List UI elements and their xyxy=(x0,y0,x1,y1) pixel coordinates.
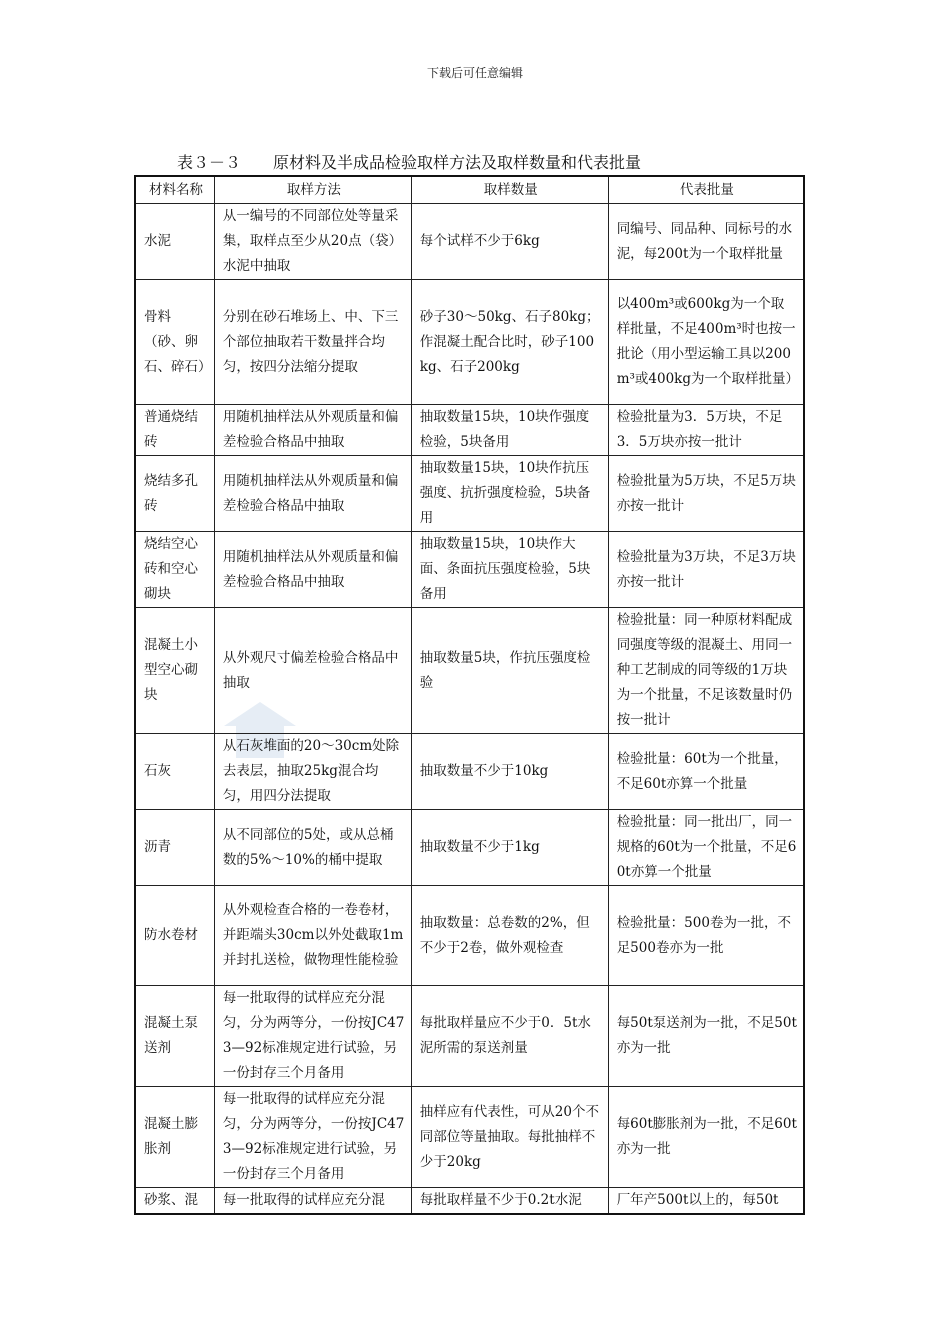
cell-batch: 检验批量：同一种原材料配成同强度等级的混凝土、用同一种工艺制成的同等级的1万块为一个批量，不足该数量时仍按一批计 xyxy=(608,608,804,734)
cell-name: 骨料（砂、卵石、碎石） xyxy=(135,280,214,405)
cell-batch: 检验批量：同一批出厂，同一规格的60t为一个批量，不足60t亦算一个批量 xyxy=(608,810,804,886)
table-row xyxy=(135,405,804,456)
cell-method: 用随机抽样法从外观质量和偏差检验合格品中抽取 xyxy=(214,532,411,608)
cell-quantity: 抽取数量5块，作抗压强度检验 xyxy=(411,608,608,734)
cell-name: 防水卷材 xyxy=(135,886,214,986)
cell-name: 普通烧结砖 xyxy=(135,405,214,456)
cell-batch: 每60t膨胀剂为一批，不足60t亦为一批 xyxy=(608,1087,804,1188)
col-header-name: 材料名称 xyxy=(135,176,214,204)
cell-method: 每一批取得的试样应充分混匀，分为两等分，一份按JC473—92标准规定进行试验，另一份封存三个月备用 xyxy=(214,1087,411,1188)
table-row xyxy=(135,608,804,734)
cell-batch: 检验批量为3万块，不足3万块亦按一批计 xyxy=(608,532,804,608)
cell-name: 烧结空心砖和空心砌块 xyxy=(135,532,214,608)
cell-method: 每一批取得的试样应充分混匀，分为两等分，一份按JC473—92标准规定进行试验，另一份封存三个月备用 xyxy=(214,986,411,1087)
cell-name: 沥青 xyxy=(135,810,214,886)
cell-quantity: 每批取样量应不少于0．5t水泥所需的泵送剂量 xyxy=(411,986,608,1087)
table-row xyxy=(135,810,804,886)
cell-method: 从不同部位的5处，或从总桶数的5%～10%的桶中提取 xyxy=(214,810,411,886)
cell-batch: 每50t泵送剂为一批，不足50t亦为一批 xyxy=(608,986,804,1087)
cell-batch: 检验批量：60t为一个批量，不足60t亦算一个批量 xyxy=(608,734,804,810)
table-row xyxy=(135,1188,804,1215)
cell-method: 分别在砂石堆场上、中、下三个部位抽取若干数量拌合均匀，按四分法缩分提取 xyxy=(214,280,411,405)
cell-batch: 检验批量：500卷为一批，不足500卷亦为一批 xyxy=(608,886,804,986)
page-header-note: 下载后可任意编辑 xyxy=(426,66,523,80)
cell-method: 用随机抽样法从外观质量和偏差检验合格品中抽取 xyxy=(214,405,411,456)
cell-quantity: 抽取数量15块，10块作抗压强度、抗折强度检验，5块备用 xyxy=(411,456,608,532)
cell-name: 水泥 xyxy=(135,204,214,280)
cell-batch: 检验批量为3．5万块，不足3．5万块亦按一批计 xyxy=(608,405,804,456)
col-header-batch: 代表批量 xyxy=(608,176,804,204)
cell-quantity: 砂子30～50kg、石子80kg；作混凝土配合比时，砂子100kg、石子200kg xyxy=(411,280,608,405)
table-row xyxy=(135,204,804,280)
cell-method: 从外观检查合格的一卷卷材，并距端头30cm以外处截取1m并封扎送检，做物理性能检验 xyxy=(214,886,411,986)
table-row xyxy=(135,280,804,405)
table-row xyxy=(135,456,804,532)
cell-name: 砂浆、混 xyxy=(135,1188,214,1215)
cell-method: 从外观尺寸偏差检验合格品中抽取 xyxy=(214,608,411,734)
cell-quantity: 抽取数量15块，10块作大面、条面抗压强度检验，5块备用 xyxy=(411,532,608,608)
col-header-method: 取样方法 xyxy=(214,176,411,204)
cell-quantity: 抽取数量不少于1kg xyxy=(411,810,608,886)
cell-name: 烧结多孔砖 xyxy=(135,456,214,532)
cell-method: 用随机抽样法从外观质量和偏差检验合格品中抽取 xyxy=(214,456,411,532)
sampling-table xyxy=(134,175,805,1215)
cell-batch: 检验批量为5万块，不足5万块亦按一批计 xyxy=(608,456,804,532)
cell-method: 从石灰堆面的20～30cm处除去表层，抽取25kg混合均匀，用四分法提取 xyxy=(214,734,411,810)
cell-quantity: 每个试样不少于6kg xyxy=(411,204,608,280)
table-row xyxy=(135,734,804,810)
cell-name: 混凝土小型空心砌块 xyxy=(135,608,214,734)
table-row xyxy=(135,532,804,608)
table-row xyxy=(135,986,804,1087)
cell-quantity: 每批取样量不少于0.2t水泥 xyxy=(411,1188,608,1215)
cell-quantity: 抽取数量：总卷数的2%，但不少于2卷，做外观检查 xyxy=(411,886,608,986)
col-header-quantity: 取样数量 xyxy=(411,176,608,204)
cell-quantity: 抽取数量不少于10kg xyxy=(411,734,608,810)
cell-batch: 同编号、同品种、同标号的水泥，每200t为一个取样批量 xyxy=(608,204,804,280)
cell-name: 混凝土泵送剂 xyxy=(135,986,214,1087)
cell-name: 石灰 xyxy=(135,734,214,810)
cell-quantity: 抽取数量15块，10块作强度检验，5块备用 xyxy=(411,405,608,456)
table-row xyxy=(135,1087,804,1188)
cell-quantity: 抽样应有代表性，可从20个不同部位等量抽取。每批抽样不少于20kg xyxy=(411,1087,608,1188)
cell-method: 每一批取得的试样应充分混 xyxy=(214,1188,411,1215)
table-row xyxy=(135,886,804,986)
cell-batch: 以400m³或600kg为一个取样批量，不足400m³时也按一批论（用小型运输工具以200m³或400kg为一个取样批量） xyxy=(608,280,804,405)
cell-batch: 厂年产500t以上的，每50t xyxy=(608,1188,804,1215)
table-header-row xyxy=(135,176,804,204)
cell-method: 从一编号的不同部位处等量采集，取样点至少从20点（袋）水泥中抽取 xyxy=(214,204,411,280)
table-caption: 表３－３ 原材料及半成品检验取样方法及取样数量和代表批量 xyxy=(177,153,642,172)
cell-name: 混凝土膨胀剂 xyxy=(135,1087,214,1188)
